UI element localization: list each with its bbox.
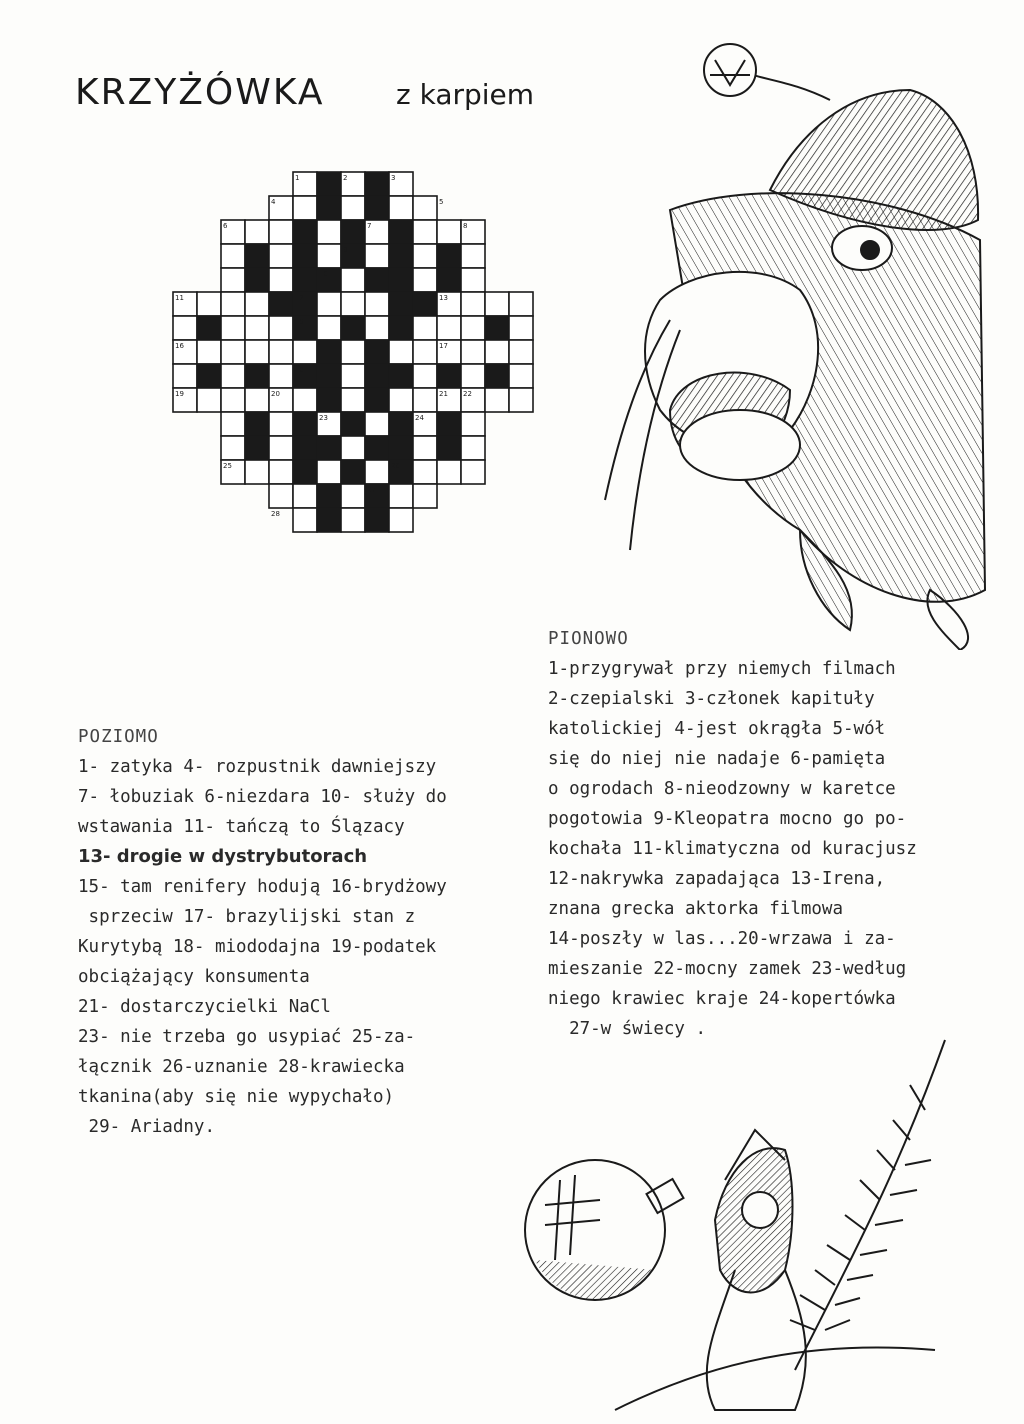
grid-cell	[509, 364, 533, 388]
grid-cell	[389, 340, 413, 364]
grid-cell	[509, 292, 533, 316]
grid-cell	[245, 388, 269, 412]
grid-block	[437, 364, 461, 388]
grid-cell	[269, 436, 293, 460]
grid-cell	[221, 340, 245, 364]
grid-cell	[317, 316, 341, 340]
grid-cell	[245, 460, 269, 484]
clue-line: 1-przygrywał przy niemych filmach	[548, 659, 896, 679]
grid-number: 1	[295, 174, 300, 182]
grid-cell	[413, 340, 437, 364]
clue-line: mieszanie 22-mocny zamek 23-według	[548, 959, 907, 979]
grid-cell	[389, 484, 413, 508]
clue-line: wstawania 11- tańczą to Ślązacy	[78, 817, 405, 837]
grid-block	[317, 484, 341, 508]
grid-number: 13	[439, 294, 448, 302]
grid-block	[317, 172, 341, 196]
grid-block	[245, 412, 269, 436]
grid-cell	[437, 220, 461, 244]
grid-block	[293, 412, 317, 436]
grid-cell	[293, 340, 317, 364]
grid-block	[293, 460, 317, 484]
grid-cell	[341, 292, 365, 316]
grid-cell	[221, 436, 245, 460]
grid-block	[245, 436, 269, 460]
grid-cell	[365, 316, 389, 340]
clue-line-handwritten: 13- drogie w dystrybutorach	[78, 846, 368, 867]
grid-block	[389, 220, 413, 244]
grid-cell	[485, 292, 509, 316]
grid-number: 9	[343, 246, 348, 254]
grid-cell	[245, 220, 269, 244]
grid-cell	[221, 244, 245, 268]
grid-block	[365, 436, 389, 460]
grid-block	[437, 436, 461, 460]
grid-block	[389, 292, 413, 316]
grid-cell	[461, 340, 485, 364]
clue-line: pogotowia 9-Kleopatra mocno go po-	[548, 809, 907, 829]
grid-cell	[461, 244, 485, 268]
clue-line: 7- łobuziak 6-niezdara 10- służy do	[78, 787, 447, 807]
grid-block	[389, 364, 413, 388]
grid-cell	[317, 292, 341, 316]
grid-number: 22	[463, 390, 472, 398]
grid-cell	[485, 340, 509, 364]
grid-cell	[413, 196, 437, 220]
grid-cell	[365, 244, 389, 268]
grid-number: 16	[175, 342, 184, 350]
grid-block	[389, 244, 413, 268]
grid-cell	[341, 484, 365, 508]
grid-cell	[221, 316, 245, 340]
grid-cell	[509, 316, 533, 340]
grid-cell	[197, 340, 221, 364]
clue-line: się do niej nie nadaje 6-pamięta	[548, 749, 886, 769]
grid-number: 8	[463, 222, 468, 230]
grid-cell	[221, 364, 245, 388]
grid-block	[413, 292, 437, 316]
grid-cell	[341, 388, 365, 412]
grid-cell	[221, 388, 245, 412]
grid-cell	[269, 364, 293, 388]
grid-cell	[413, 364, 437, 388]
grid-block	[485, 364, 509, 388]
grid-cell	[461, 436, 485, 460]
grid-block	[317, 340, 341, 364]
grid-cell	[317, 460, 341, 484]
grid-block	[293, 244, 317, 268]
grid-block	[293, 268, 317, 292]
grid-cell	[365, 412, 389, 436]
clue-line: Kurytybą 18- miododajna 19-podatek	[78, 937, 437, 957]
grid-block	[269, 292, 293, 316]
clues-across	[78, 722, 518, 1142]
grid-cell	[341, 268, 365, 292]
grid-cell	[509, 340, 533, 364]
clue-line: obciążający konsumenta	[78, 967, 310, 987]
grid-cell	[413, 268, 437, 292]
grid-number: 25	[223, 462, 232, 470]
clues-down	[548, 624, 968, 1044]
grid-cell	[341, 364, 365, 388]
grid-block	[365, 268, 389, 292]
grid-number: 24	[415, 414, 424, 422]
grid-number: 19	[175, 390, 184, 398]
grid-number: 21	[439, 390, 448, 398]
clue-line: kochała 11-klimatyczna od kuracjusz	[548, 839, 917, 859]
grid-number: 26	[391, 462, 400, 470]
grid-cell	[197, 388, 221, 412]
grid-cell	[413, 388, 437, 412]
grid-block	[341, 412, 365, 436]
grid-block	[317, 508, 341, 532]
grid-cell	[293, 388, 317, 412]
grid-cell	[461, 268, 485, 292]
grid-block	[245, 364, 269, 388]
grid-block	[365, 172, 389, 196]
grid-block	[341, 220, 365, 244]
grid-block	[197, 316, 221, 340]
grid-block	[437, 244, 461, 268]
grid-cell	[413, 484, 437, 508]
grid-cell	[269, 412, 293, 436]
grid-cell	[173, 364, 197, 388]
clues-across-header: POZIOMO	[78, 727, 159, 747]
grid-cell	[461, 292, 485, 316]
grid-cell	[437, 316, 461, 340]
clue-line: 14-poszły w las...20-wrzawa i za-	[548, 929, 896, 949]
grid-cell	[269, 220, 293, 244]
grid-number: 20	[271, 390, 280, 398]
grid-block	[389, 412, 413, 436]
grid-block	[365, 364, 389, 388]
grid-cell	[245, 316, 269, 340]
clue-line: niego krawiec kraje 24-kopertówka	[548, 989, 896, 1009]
clue-line: o ogrodach 8-nieodzowny w karetce	[548, 779, 896, 799]
grid-cell	[197, 292, 221, 316]
clue-line: 2-czepialski 3-członek kapituły	[548, 689, 875, 709]
grid-cell	[269, 460, 293, 484]
grid-number: 28	[271, 510, 280, 518]
grid-block	[485, 316, 509, 340]
clues-down-header: PIONOWO	[548, 629, 629, 649]
grid-cell	[245, 292, 269, 316]
clue-line: tkanina(aby się nie wypychało)	[78, 1087, 395, 1107]
clue-line: katolickiej 4-jest okrągła 5-wół	[548, 719, 886, 739]
grid-block	[245, 244, 269, 268]
clue-line: 21- dostarczycielki NaCl	[78, 997, 331, 1017]
grid-number: 2	[343, 174, 348, 182]
grid-cell	[269, 268, 293, 292]
grid-number: 18	[295, 366, 304, 374]
grid-block	[197, 364, 221, 388]
grid-block	[317, 388, 341, 412]
grid-cell	[221, 412, 245, 436]
grid-number: 27	[367, 486, 376, 494]
grid-cell	[317, 244, 341, 268]
grid-block	[341, 460, 365, 484]
clue-line: 1- zatyka 4- rozpustnik dawniejszy	[78, 757, 437, 777]
grid-number: 5	[439, 198, 444, 206]
grid-block	[341, 316, 365, 340]
grid-cell	[341, 196, 365, 220]
grid-cell	[365, 292, 389, 316]
grid-number: 3	[391, 174, 396, 182]
grid-cell	[509, 388, 533, 412]
grid-cell	[269, 244, 293, 268]
grid-cell	[341, 508, 365, 532]
grid-cell	[413, 244, 437, 268]
grid-cell	[317, 220, 341, 244]
grid-cell	[461, 316, 485, 340]
grid-number: 4	[271, 198, 276, 206]
grid-block	[293, 436, 317, 460]
grid-cell	[461, 364, 485, 388]
carp-illustration	[600, 30, 990, 650]
grid-cell	[461, 412, 485, 436]
grid-number: 23	[319, 414, 328, 422]
grid-cell	[221, 268, 245, 292]
ornament-illustration	[515, 1030, 985, 1420]
grid-cell	[413, 436, 437, 460]
grid-cell	[173, 316, 197, 340]
grid-block	[437, 412, 461, 436]
grid-cell	[389, 388, 413, 412]
clue-line: 27-w świecy .	[548, 1019, 707, 1039]
clue-line: 29- Ariadny.	[78, 1117, 215, 1137]
grid-number: 6	[223, 222, 228, 230]
grid-cell	[341, 340, 365, 364]
grid-number: 7	[367, 222, 372, 230]
grid-cell	[413, 460, 437, 484]
grid-cell	[437, 460, 461, 484]
clue-line: 15- tam renifery hodują 16-brydżowy	[78, 877, 447, 897]
grid-number: 12	[295, 294, 304, 302]
grid-cell	[221, 292, 245, 316]
grid-cell	[293, 196, 317, 220]
grid-block	[317, 196, 341, 220]
grid-number: 17	[439, 342, 448, 350]
grid-cell	[293, 484, 317, 508]
clue-line: łącznik 26-uznanie 28-krawiecka	[78, 1057, 405, 1077]
grid-number: 11	[175, 294, 184, 302]
grid-block	[365, 508, 389, 532]
grid-cell	[245, 340, 269, 364]
grid-cell	[269, 340, 293, 364]
clue-line: 12-nakrywka zapadająca 13-Irena,	[548, 869, 886, 889]
grid-cell	[485, 388, 509, 412]
clue-line: znana grecka aktorka filmowa	[548, 899, 844, 919]
grid-block	[389, 436, 413, 460]
grid-cell	[293, 508, 317, 532]
grid-block	[389, 316, 413, 340]
clue-line: sprzeciw 17- brazylijski stan z	[78, 907, 416, 927]
grid-block	[437, 268, 461, 292]
grid-block	[365, 388, 389, 412]
grid-cell	[365, 460, 389, 484]
grid-block	[365, 196, 389, 220]
grid-cell	[269, 316, 293, 340]
grid-cell	[269, 484, 293, 508]
grid-cell	[413, 220, 437, 244]
grid-block	[317, 364, 341, 388]
clue-line: 23- nie trzeba go usypiać 25-za-	[78, 1027, 416, 1047]
grid-cell	[389, 508, 413, 532]
grid-block	[365, 340, 389, 364]
grid-number: 10	[319, 270, 328, 278]
page-subtitle: z karpiem	[396, 78, 535, 111]
grid-cell	[341, 436, 365, 460]
grid-cell	[413, 316, 437, 340]
grid-block	[245, 268, 269, 292]
page-title: KRZYŻÓWKA	[75, 72, 325, 113]
grid-block	[293, 220, 317, 244]
grid-block	[389, 268, 413, 292]
grid-cell	[389, 196, 413, 220]
grid-cell	[461, 460, 485, 484]
grid-block	[317, 436, 341, 460]
grid-number: 15	[295, 318, 304, 326]
